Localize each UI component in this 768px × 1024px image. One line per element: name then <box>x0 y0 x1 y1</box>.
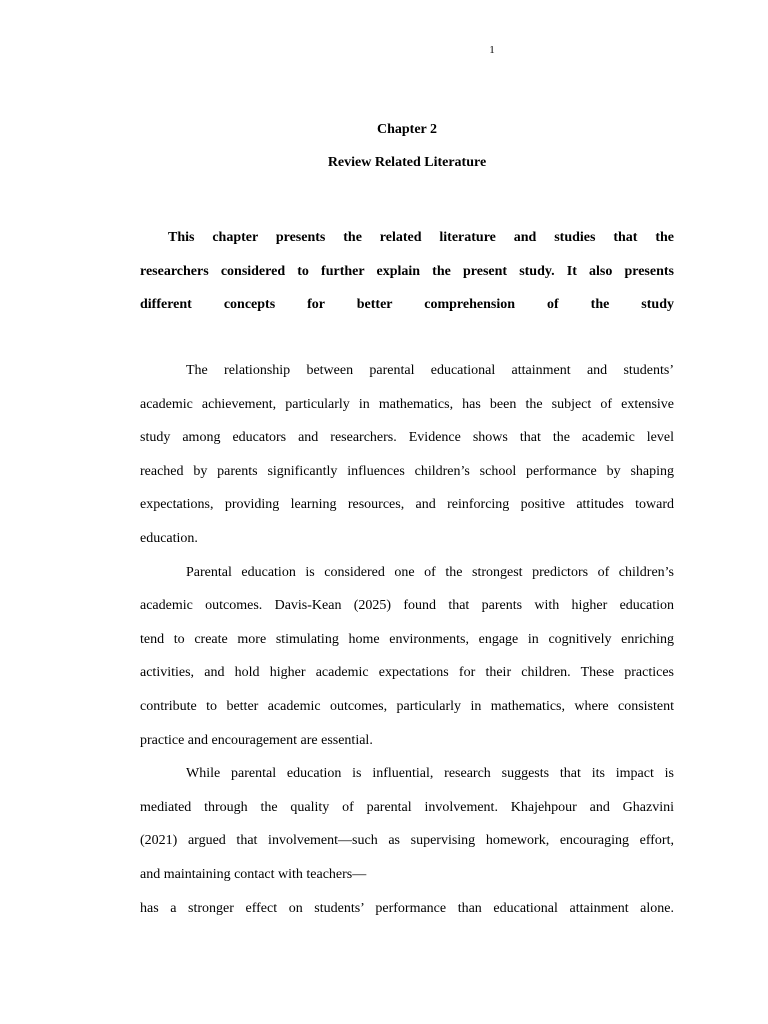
text-line: The relationship between parental educational attainment and students’ <box>186 363 674 378</box>
chapter-title: Chapter 2 <box>376 122 438 137</box>
text-line: and maintaining contact with teachers— <box>140 866 367 882</box>
intro-line: different concepts for better comprehension of the study <box>140 297 674 313</box>
body-text <box>140 354 674 925</box>
text-line: expectations, providing learning resources, and reinforcing positive attitudes toward <box>140 497 674 513</box>
text-line: activities, and hold higher academic expectations for their children. These practices <box>140 665 674 681</box>
text-line: education. <box>140 530 198 546</box>
section-title: Review Related Literature <box>327 155 487 170</box>
text-line: reached by parents significantly influences children’s school performance by shaping <box>140 463 674 479</box>
text-line: mediated through the quality of parental involvement. Khajehpour and Ghazvini <box>140 799 674 815</box>
text-line: study among educators and researchers. Evidence shows that the academic level <box>140 430 674 446</box>
intro-line: This chapter presents the related literature and studies that the <box>168 230 674 245</box>
page-number: 1 <box>489 44 495 56</box>
text-line: has a stronger effect on students’ performance than educational attainment alone. <box>140 900 674 916</box>
text-line: practice and encouragement are essential. <box>140 732 373 748</box>
text-line: academic outcomes. Davis-Kean (2025) found that parents with higher education <box>140 598 674 614</box>
paragraph <box>140 556 674 758</box>
paragraph <box>140 354 674 556</box>
intro-line: researchers considered to further explain the present study. It also presents <box>140 263 674 279</box>
text-line: While parental education is influential, research suggests that its impact is <box>186 766 674 782</box>
text-line: contribute to better academic outcomes, particularly in mathematics, where consistent <box>140 698 674 714</box>
text-line: Parental education is considered one of the strongest predictors of children’s <box>186 564 674 580</box>
text-line: tend to create more stimulating home environments, engage in cognitively enriching <box>140 631 674 647</box>
chapter-intro <box>140 221 674 322</box>
text-line: academic achievement, particularly in mathematics, has been the subject of extensive <box>140 396 674 412</box>
paragraph <box>140 757 674 925</box>
text-line: (2021) argued that involvement—such as supervising homework, encouraging effort, <box>140 833 674 849</box>
